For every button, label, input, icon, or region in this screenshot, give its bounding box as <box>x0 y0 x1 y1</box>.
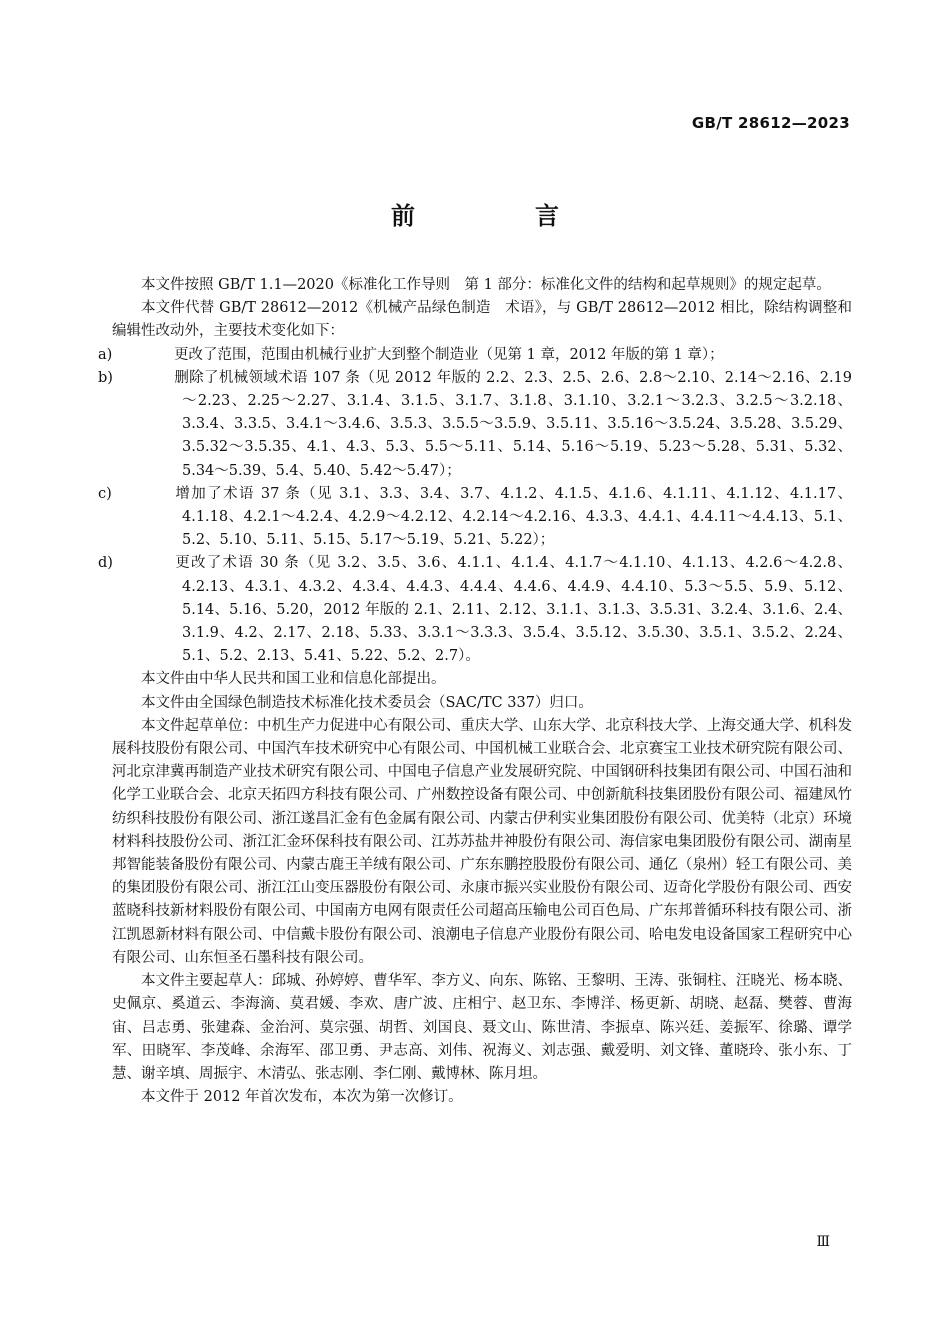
paragraph-proposer: 本文件由中华人民共和国工业和信息化部提出。 <box>141 671 446 688</box>
list-item <box>98 344 852 367</box>
standard-code: GB/T 28612—2023 <box>691 114 850 132</box>
paragraph-publication-history: 本文件于 2012 年首次发布，本次为第一次修订。 <box>141 1089 463 1106</box>
list-item <box>98 367 852 483</box>
list-item-label: c) <box>98 485 112 502</box>
preface-body <box>98 274 852 1109</box>
list-item-label: b) <box>98 369 113 386</box>
list-item <box>98 483 852 553</box>
paragraph-committee: 本文件由全国绿色制造技术标准化技术委员会（SAC/TC 337）归口。 <box>141 694 593 711</box>
list-item-text: 更改了术语 30 条（见 3.2、3.5、3.6、4.1.1、4.1.4、4.1.7～4.1.10、4.1.13、4.2.6～4.2.8、4.2.13、4.3.1、4.3.2、4.3.4、4.4.3、4.4.4、4.4.6、4.4.9、4.4.10、5.3～5.5、5.9、5.12、5.14、5.16、5.20，2012 年版的 2.1、2.11、2.12、3.1.1、3.1.3、3.5.31、3.2.4、3.1.6、2.4、3.1.9、4.2、2.17、2.18、5.33、3.3.1～3.3.3、3.5.4、3.5.12、3.5.30、3.5.1、3.5.2、2.24、5.1、5.2、2.13、5.41、5.22、5.2、2.7）。 <box>174 555 852 665</box>
list-item-text: 删除了机械领域术语 107 条（见 2012 年版的 2.2、2.3、2.5、2.6、2.8～2.10、2.14～2.16、2.19～2.23、2.25～2.27、3.1.4、3.1.5、3.1.7、3.1.8、3.1.10、3.2.1～3.2.3、3.2.5～3.2.18、3.3.4、3.3.5、3.4.1～3.4.6、3.5.3、3.5.5～3.5.9、3.5.11、3.5.16～3.5.24、3.5.28、3.5.29、3.5.32～3.5.35、4.1、4.3、5.3、5.5～5.11、5.14、5.16～5.19、5.23～5.28、5.31、5.32、5.34～5.39、5.4、5.40、5.42～5.47）； <box>174 369 852 479</box>
paragraph-drafting-rules: 本文件按照 GB/T 1.1—2020《标准化工作导则 第 1 部分：标准化文件的结构和起草规则》的规定起草。 <box>141 277 831 293</box>
list-item-label: a) <box>98 346 113 363</box>
list-item <box>98 552 852 668</box>
list-item-label: d) <box>98 555 113 572</box>
paragraph-drafting-units: 本文件起草单位：中机生产力促进中心有限公司、重庆大学、山东大学、北京科技大学、上海交通大学、机科发展科技股份有限公司、中国汽车技术研究中心有限公司、中国机械工业联合会、北京赛宝工业技术研究院有限公司、河北京津冀再制造产业技术研究有限公司、中国电子信息产业发展研究院、中国钢研科技集团有限公司、中国石油和化学工业联合会、北京天拓四方科技有限公司、广州数控设备有限公司、中创新航科技集团股份有限公司、福建凤竹纺织科技股份有限公司、浙江遂昌汇金有色金属有限公司、内蒙古伊利实业集团股份有限公司、优美特（北京）环境材料科技股份公司、浙江汇金环保科技有限公司、江苏苏盐井神股份有限公司、海信家电集团股份有限公司、湖南星邦智能装备股份有限公司、内蒙古鹿王羊绒有限公司、广东东鹏控股股份有限公司、通亿（泉州）轻工有限公司、美的集团股份有限公司、浙江江山变压器股份有限公司、永康市振兴实业股份有限公司、迈奇化学股份有限公司、西安蓝晓科技新材料股份有限公司、中国南方电网有限责任公司超高压输电公司百色局、广东邦普循环科技有限公司、浙江凯恩新材料有限公司、中信戴卡股份有限公司、浪潮电子信息产业股份有限公司、哈电发电设备国家工程研究中心有限公司、山东恒圣石墨科技有限公司。 <box>112 717 852 966</box>
page-number: Ⅲ <box>816 1234 830 1250</box>
paragraph-drafters: 本文件主要起草人：邱城、孙婷婷、曹华军、李方义、向东、陈铭、王黎明、王涛、张铜柱、汪晓光、杨本晓、史佩京、奚道云、李海滴、莫君媛、李欢、唐广波、庄相宁、赵卫东、李博洋、杨更新、胡晓、赵磊、樊蓉、曹海宙、吕志勇、张建森、金治河、莫宗强、胡哲、刘国良、聂文山、陈世清、李振卓、陈兴廷、姜振军、徐璐、谭学军、田晓军、李茂峰、余海军、邵卫勇、尹志高、刘伟、祝海义、刘志强、戴爱明、刘文锋、董晓玲、张小东、丁慧、谢辛填、周振宇、木清弘、张志刚、李仁刚、戴博林、陈月坦。 <box>112 973 852 1082</box>
list-item-text: 增加了术语 37 条（见 3.1、3.3、3.4、3.7、4.1.2、4.1.5、4.1.6、4.1.11、4.1.12、4.1.17、4.1.18、4.2.1～4.2.4、4.2.9～4.2.12、4.2.14～4.2.16、4.3.3、4.4.1、4.4.11～4.4.13、5.1、5.2、5.10、5.11、5.15、5.17～5.19、5.21、5.22）； <box>174 485 852 549</box>
list-item-text: 更改了范围，范围由机械行业扩大到整个制造业（见第 1 章，2012 年版的第 1 章）； <box>174 346 724 363</box>
page-title: 前 言 <box>391 202 607 230</box>
paragraph-replacement: 本文件代替 GB/T 28612—2012《机械产品绿色制造 术语》，与 GB/T 28612—2012 相比，除结构调整和编辑性改动外，主要技术变化如下： <box>112 300 852 340</box>
